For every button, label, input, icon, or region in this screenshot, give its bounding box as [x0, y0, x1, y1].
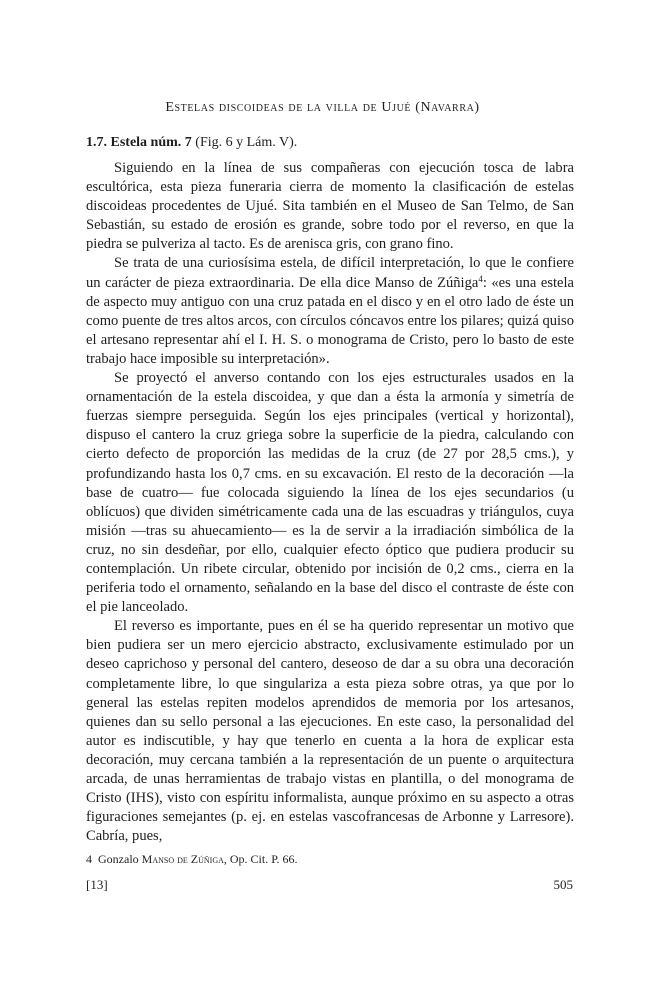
section-heading	[86, 134, 576, 152]
section-number: 1.7.	[86, 135, 107, 150]
paragraph: Siguiendo en la línea de sus compañeras con ejecución tosca de labra escultórica, esta pieza funeraria cierra de momento la clasificación de estelas discoideas procedentes de Ujué. Sita también en el Museo de San Telmo, de San Sebastián, su estado de erosión es grande, sobre todo por el reverso, en que la piedra se pulveriza al tacto. Es de arenisca gris, con grano fino.	[86, 160, 574, 253]
paragraph-text: : «es una estela de aspecto muy antiguo con una cruz patada en el disco y en el otro lado de éste un como puente de tres altos arcos, con círculos cóncavos entre los pilares; quizá quiso el artesano representar ahí el I. H. S. o monograma de Cristo, pero lo basto de este trabajo hace imposible su interpretación».	[86, 274, 575, 367]
footnote	[86, 852, 576, 867]
paragraph	[86, 254, 574, 369]
section-title: Estela núm. 7	[110, 135, 192, 150]
footnote-citation: , Op. Cit. P. 66.	[223, 852, 298, 866]
folio-bracket-number: [13]	[86, 877, 108, 892]
page-number: 505	[553, 877, 573, 892]
running-head: Estelas discoideas de la villa de Ujué (Navarra)	[165, 100, 480, 115]
footnote-author-last: Manso de Zúñiga	[141, 852, 224, 866]
footnote-author-first: Gonzalo	[98, 852, 139, 866]
section-figure-ref: (Fig. 6 y Lám. V).	[195, 135, 298, 150]
paragraph: El reverso es importante, pues en él se ha querido representar un motivo que bien pudiera ser un mero ejercicio abstracto, exclusivamente estimulado por un deseo caprichoso y personal del cantero, deseoso de dar a su obra una decoración completamente libre, lo que singulariza a esta pieza sobre otras, ya que por lo general las estelas repiten modelos aprendidos de memoria por los artesanos, quienes dan su sello personal a las ejecuciones. En este caso, la personalidad del autor es indiscutible, y hay que tenerlo en cuenta a la hora de explicar esta decoración, muy cercana también a la representación de un puente o arquitectura arcada, de unas herramientas de trabajo vistas en plantilla, o del monograma de Cristo (IHS), visto con espíritu informalista, aunque próximo en su aspecto a otras figuraciones semejantes (p. ej. en estelas vascofrancesas de Arbonne y Larresore). Cabría, pues,	[86, 618, 574, 845]
body-text	[86, 159, 574, 846]
footnote-reference[interactable]: 4	[478, 273, 483, 284]
paragraph: Se proyectó el anverso contando con los ejes estructurales usados en la ornamentación de la estela discoidea, y que dan a ésta la armonía y simetría de fuerzas siempre perseguida. Según los ejes principales (vertical y horizontal), dispuso el cantero la cruz griega sobre la superficie de la piedra, calculando con cierto defecto de proporción las medidas de la cruz (de 27 por 28,5 cms.), y profundizando hasta los 0,7 cms. en su excavación. El resto de la decoración —la base de cuatro— fue colocada siguiendo la línea de los ejes secundarios (u oblícuos) que dividen simétricamente cada una de las escuadras y triángulos, cuya misión —tras su ahuecamiento— es la de servir a la irradiación simbólica de la cruz, no sin desdeñar, por ello, cualquier efecto óptico que pudiera producir su contemplación. Un ribete circular, obtenido por incisión de 0,2 cms., cierra en la periferia todo el ornamento, señalando en la base del disco el contraste de éste con el pie lanceolado.	[86, 370, 574, 616]
footnote-number: 4	[86, 852, 92, 866]
paragraph-text: Se trata de una curiosísima estela, de difícil interpretación, lo que le confiere un carácter de pieza extraordinaria. De ella dice Manso de Zúñiga	[86, 255, 574, 291]
